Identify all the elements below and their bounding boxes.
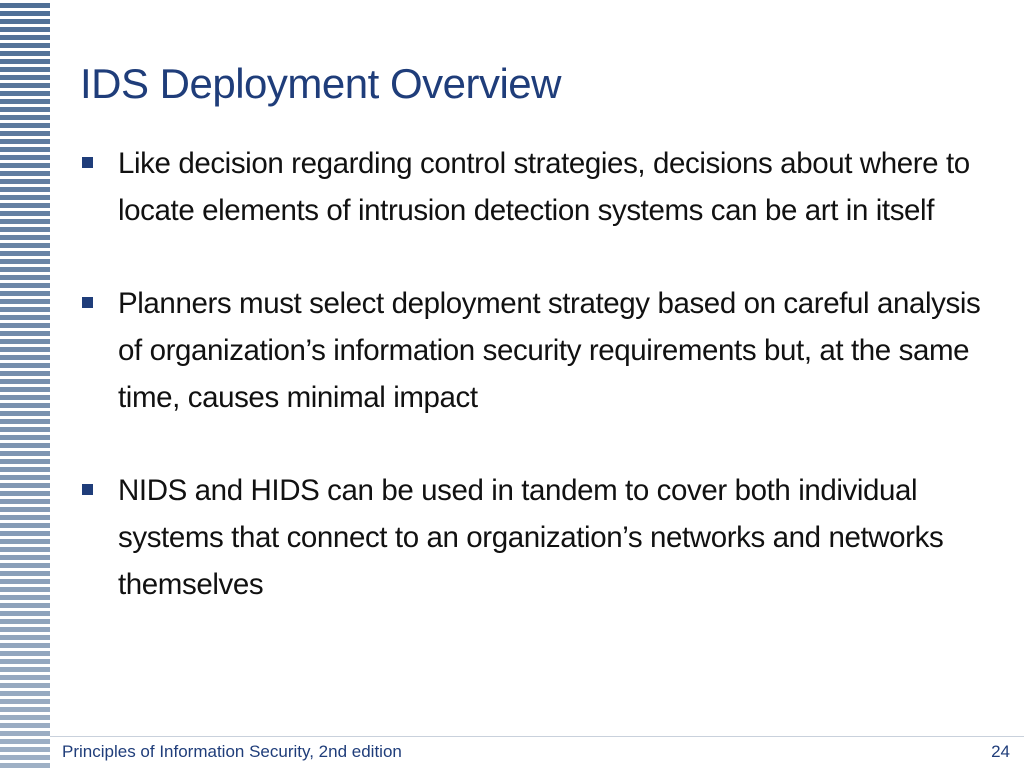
bullet-list: [80, 140, 990, 654]
bullet-text: NIDS and HIDS can be used in tandem to cover both individual systems that connect to an organization’s networks and networks themselves: [118, 474, 944, 601]
footer-source: Principles of Information Security, 2nd edition: [62, 742, 402, 761]
square-bullet-icon: [82, 484, 93, 495]
bullet-text: Like decision regarding control strategies, decisions about where to locate elements of intrusion detection systems can be art in itself: [118, 147, 970, 227]
bullet-text: Planners must select deployment strategy based on careful analysis of organization’s information security requirements but, at the same time, causes minimal impact: [118, 287, 981, 414]
footer-divider: [50, 736, 1024, 737]
bullet-item: [80, 467, 990, 608]
page-number: 24: [991, 742, 1010, 761]
square-bullet-icon: [82, 297, 93, 308]
bullet-item: [80, 280, 990, 421]
bullet-item: [80, 140, 990, 234]
decorative-stripe-bar: [0, 0, 50, 768]
square-bullet-icon: [82, 157, 93, 168]
slide-title: IDS Deployment Overview: [80, 60, 561, 107]
